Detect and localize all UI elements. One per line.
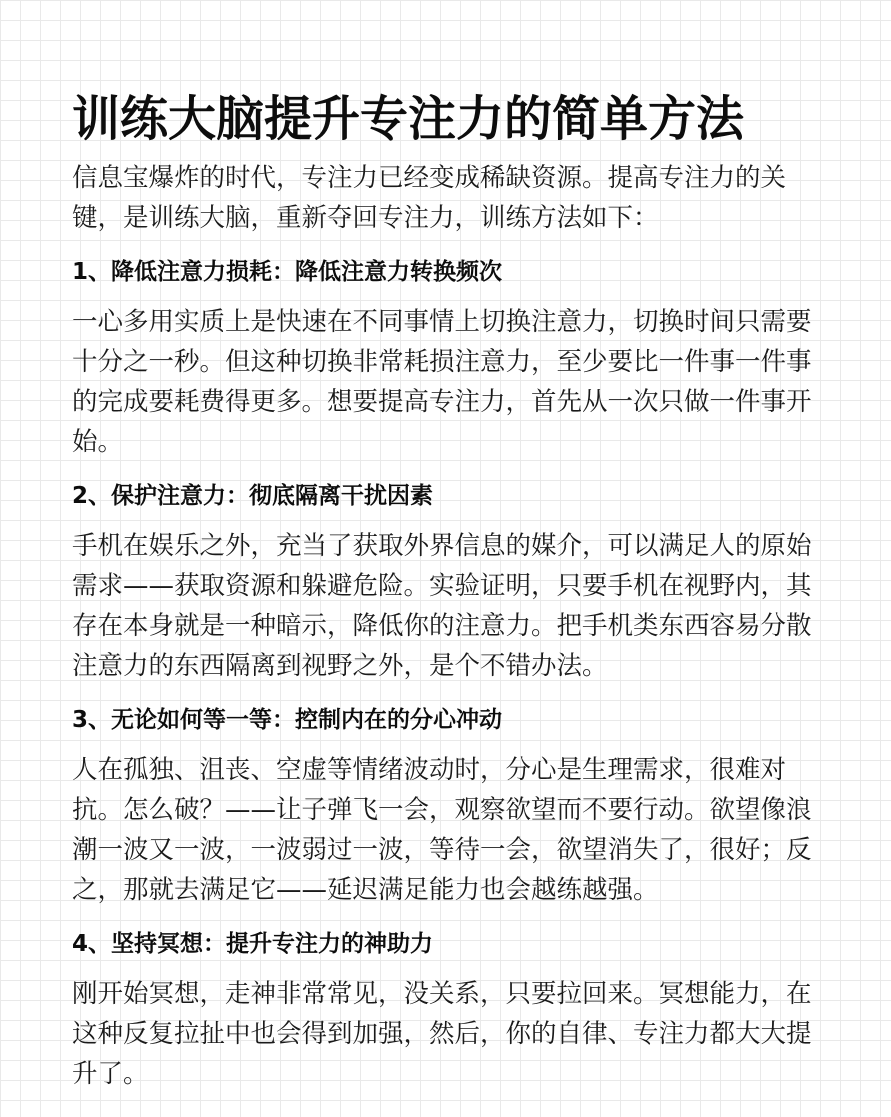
section-body: 手机在娱乐之外，充当了获取外界信息的媒介，可以满足人的原始需求——获取资源和躲避危险。实验证明，只要手机在视野内，其存在本身就是一种暗示，降低你的注意力。把手机类东西容易分散注意力的东西隔离到视野之外，是个不错办法。 [72, 531, 812, 681]
page-title: 训练大脑提升专注力的简单方法 [72, 91, 745, 147]
section-4 [72, 924, 825, 1094]
section-heading: 4、坚持冥想：提升专注力的神助力 [72, 931, 434, 957]
intro-paragraph: 信息宝爆炸的时代，专注力已经变成稀缺资源。提高专注力的关键，是训练大脑，重新夺回专注力，训练方法如下： [72, 163, 787, 233]
section-body: 人在孤独、沮丧、空虚等情绪波动时，分心是生理需求，很难对抗。怎么破？——让子弹飞一会，观察欲望而不要行动。欲望像浪潮一波又一波，一波弱过一波，等待一会，欲望消失了，很好；反之，那就去满足它——延迟满足能力也会越练越强。 [72, 755, 812, 905]
section-3 [72, 700, 825, 910]
section-1 [72, 252, 825, 462]
section-heading: 2、保护注意力：彻底隔离干扰因素 [72, 483, 434, 509]
section-2 [72, 476, 825, 686]
section-body: 刚开始冥想，走神非常常见，没关系，只要拉回来。冥想能力，在这种反复拉扯中也会得到加强，然后，你的自律、专注力都大大提升了。 [72, 979, 812, 1089]
section-heading: 3、无论如何等一等：控制内在的分心冲动 [72, 707, 503, 733]
section-body: 一心多用实质上是快速在不同事情上切换注意力，切换时间只需要十分之一秒。但这种切换非常耗损注意力，至少要比一件事一件事的完成要耗费得更多。想要提高专注力，首先从一次只做一件事开始。 [72, 307, 812, 457]
section-heading: 1、降低注意力损耗：降低注意力转换频次 [72, 259, 503, 285]
